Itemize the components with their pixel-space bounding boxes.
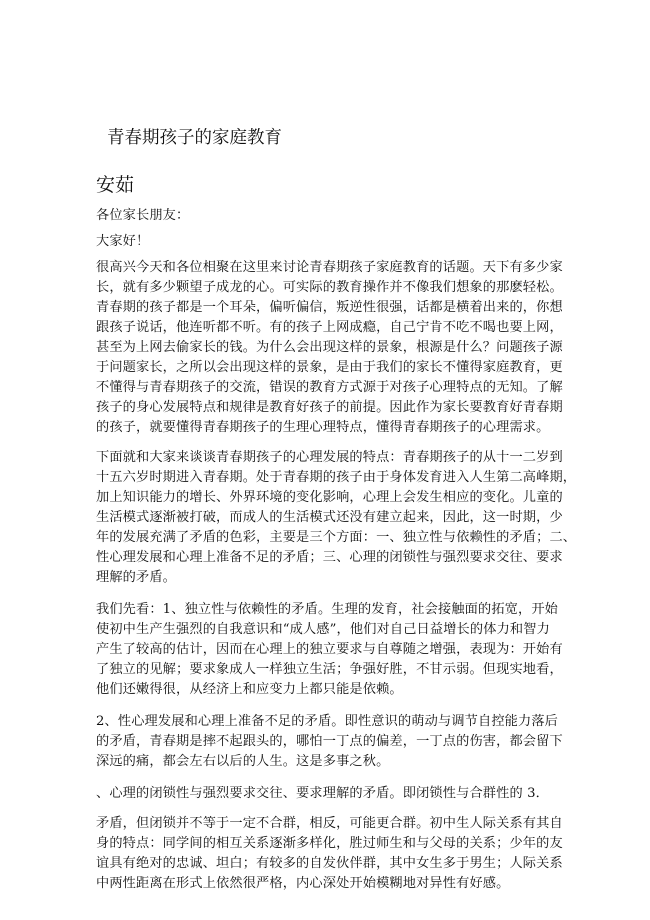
paragraph-line: 生活模式逐渐被打破，而成人的生活模式还没有建立起来，因此，这一时期，少 (96, 510, 563, 525)
paragraph-line: 深远的痛，都会左右以后的人生。这是多事之秋。 (96, 754, 390, 769)
greeting: 大家好！ (96, 234, 150, 249)
paragraph-line: 跟孩子说话，他连听都不听。有的孩子上网成瘾，自己宁肯不吃不喝也要上网， (96, 320, 563, 335)
paragraph-line: 2、性心理发展和心理上准备不足的矛盾。即性意识的萌动与调节自控能力落后 (96, 714, 559, 729)
paragraph-line: 、心理的闭锁性与强烈要求交往、要求理解的矛盾。即闭锁性与合群性的 3． (96, 786, 550, 801)
paragraph-line: 矛盾，但闭锁并不等于一定不合群，相反，可能更合群。初中生人际关系有其自 (96, 816, 563, 831)
paragraph-line: 十五六岁时期进入青春期。处于青春期的孩子由于身体发育进入人生第二高峰期， (96, 470, 577, 485)
paragraph-line: 年的发展充满了矛盾的色彩，主要是三个方面：一、独立性与依赖性的矛盾；二、 (96, 530, 577, 545)
paragraph-line: 青春期的孩子都是一个耳朵，偏听偏信，叛逆性很强，话都是横着出来的，你想 (96, 300, 563, 315)
salutation: 各位家长朋友： (96, 208, 190, 223)
paragraph-line: 加上知识能力的增长、外界环境的变化影响，心理上会发生相应的变化。儿童的 (96, 490, 563, 505)
paragraph-line: 下面就和大家来谈谈青春期孩子的心理发展的特点：青春期孩子的从十一二岁到 (96, 450, 563, 465)
paragraph-line: 很高兴今天和各位相聚在这里来讨论青春期孩子家庭教育的话题。天下有多少家 (96, 260, 563, 275)
paragraph-line: 使初中生产生强烈的自我意识和“成人感”，他们对自己日益增长的体力和智力 (96, 622, 550, 637)
paragraph-line: 身的特点：同学间的相互关系逐渐多样化，胜过师生和与父母的关系；少年的友 (96, 836, 563, 851)
paragraph-line: 他们还嫩得很，从经济上和应变力上都只能是依赖。 (96, 682, 403, 697)
paragraph-line: 理解的矛盾。 (96, 570, 177, 585)
paragraph-line: 孩子的身心发展特点和规律是教育好孩子的前提。因此作为家长要教育好青春期 (96, 400, 563, 415)
paragraph-line: 了独立的见解；要求象成人一样独立生活；争强好胜，不甘示弱。但现实地看， (96, 662, 563, 677)
paragraph-line: 的矛盾，青春期是摔不起跟头的，哪怕一丁点的偏差，一丁点的伤害，都会留下 (96, 734, 563, 749)
paragraph-line: 中两性距离在形式上依然很严格，内心深处开始模糊地对异性有好感。 (96, 876, 510, 891)
paragraph-line: 长，就有多少颗望子成龙的心。可实际的教育操作并不像我们想象的那麽轻松。 (96, 280, 563, 295)
paragraph-line: 于问题家长，之所以会出现这样的景象，是由于我们的家长不懂得家庭教育，更 (96, 360, 563, 375)
paragraph-line: 不懂得与青春期孩子的交流，错误的教育方式源于对孩子心理特点的无知。了解 (96, 380, 563, 395)
paragraph-line: 性心理发展和心理上准备不足的矛盾；三、心理的闭锁性与强烈要求交往、要求 (96, 550, 563, 565)
paragraph-line: 我们先看：1、独立性与依赖性的矛盾。生理的发育，社会接触面的拓宽，开始 (96, 602, 559, 617)
paragraph-line: 谊具有绝对的忠诚、坦白；有较多的自发伙伴群，其中女生多于男生；人际关系 (96, 856, 563, 871)
author-name: 安茹 (96, 174, 135, 196)
document-title: 青春期孩子的家庭教育 (107, 128, 282, 148)
paragraph-line: 甚至为上网去偷家长的钱。为什么会出现这样的景象，根源是什么？问题孩子源 (96, 340, 563, 355)
paragraph-line: 的孩子，就要懂得青春期孩子的生理心理特点，懂得青春期孩子的心理需求。 (96, 420, 550, 435)
paragraph-line: 产生了较高的估计，因而在心理上的独立要求与自尊随之增强，表现为：开始有 (96, 642, 563, 657)
